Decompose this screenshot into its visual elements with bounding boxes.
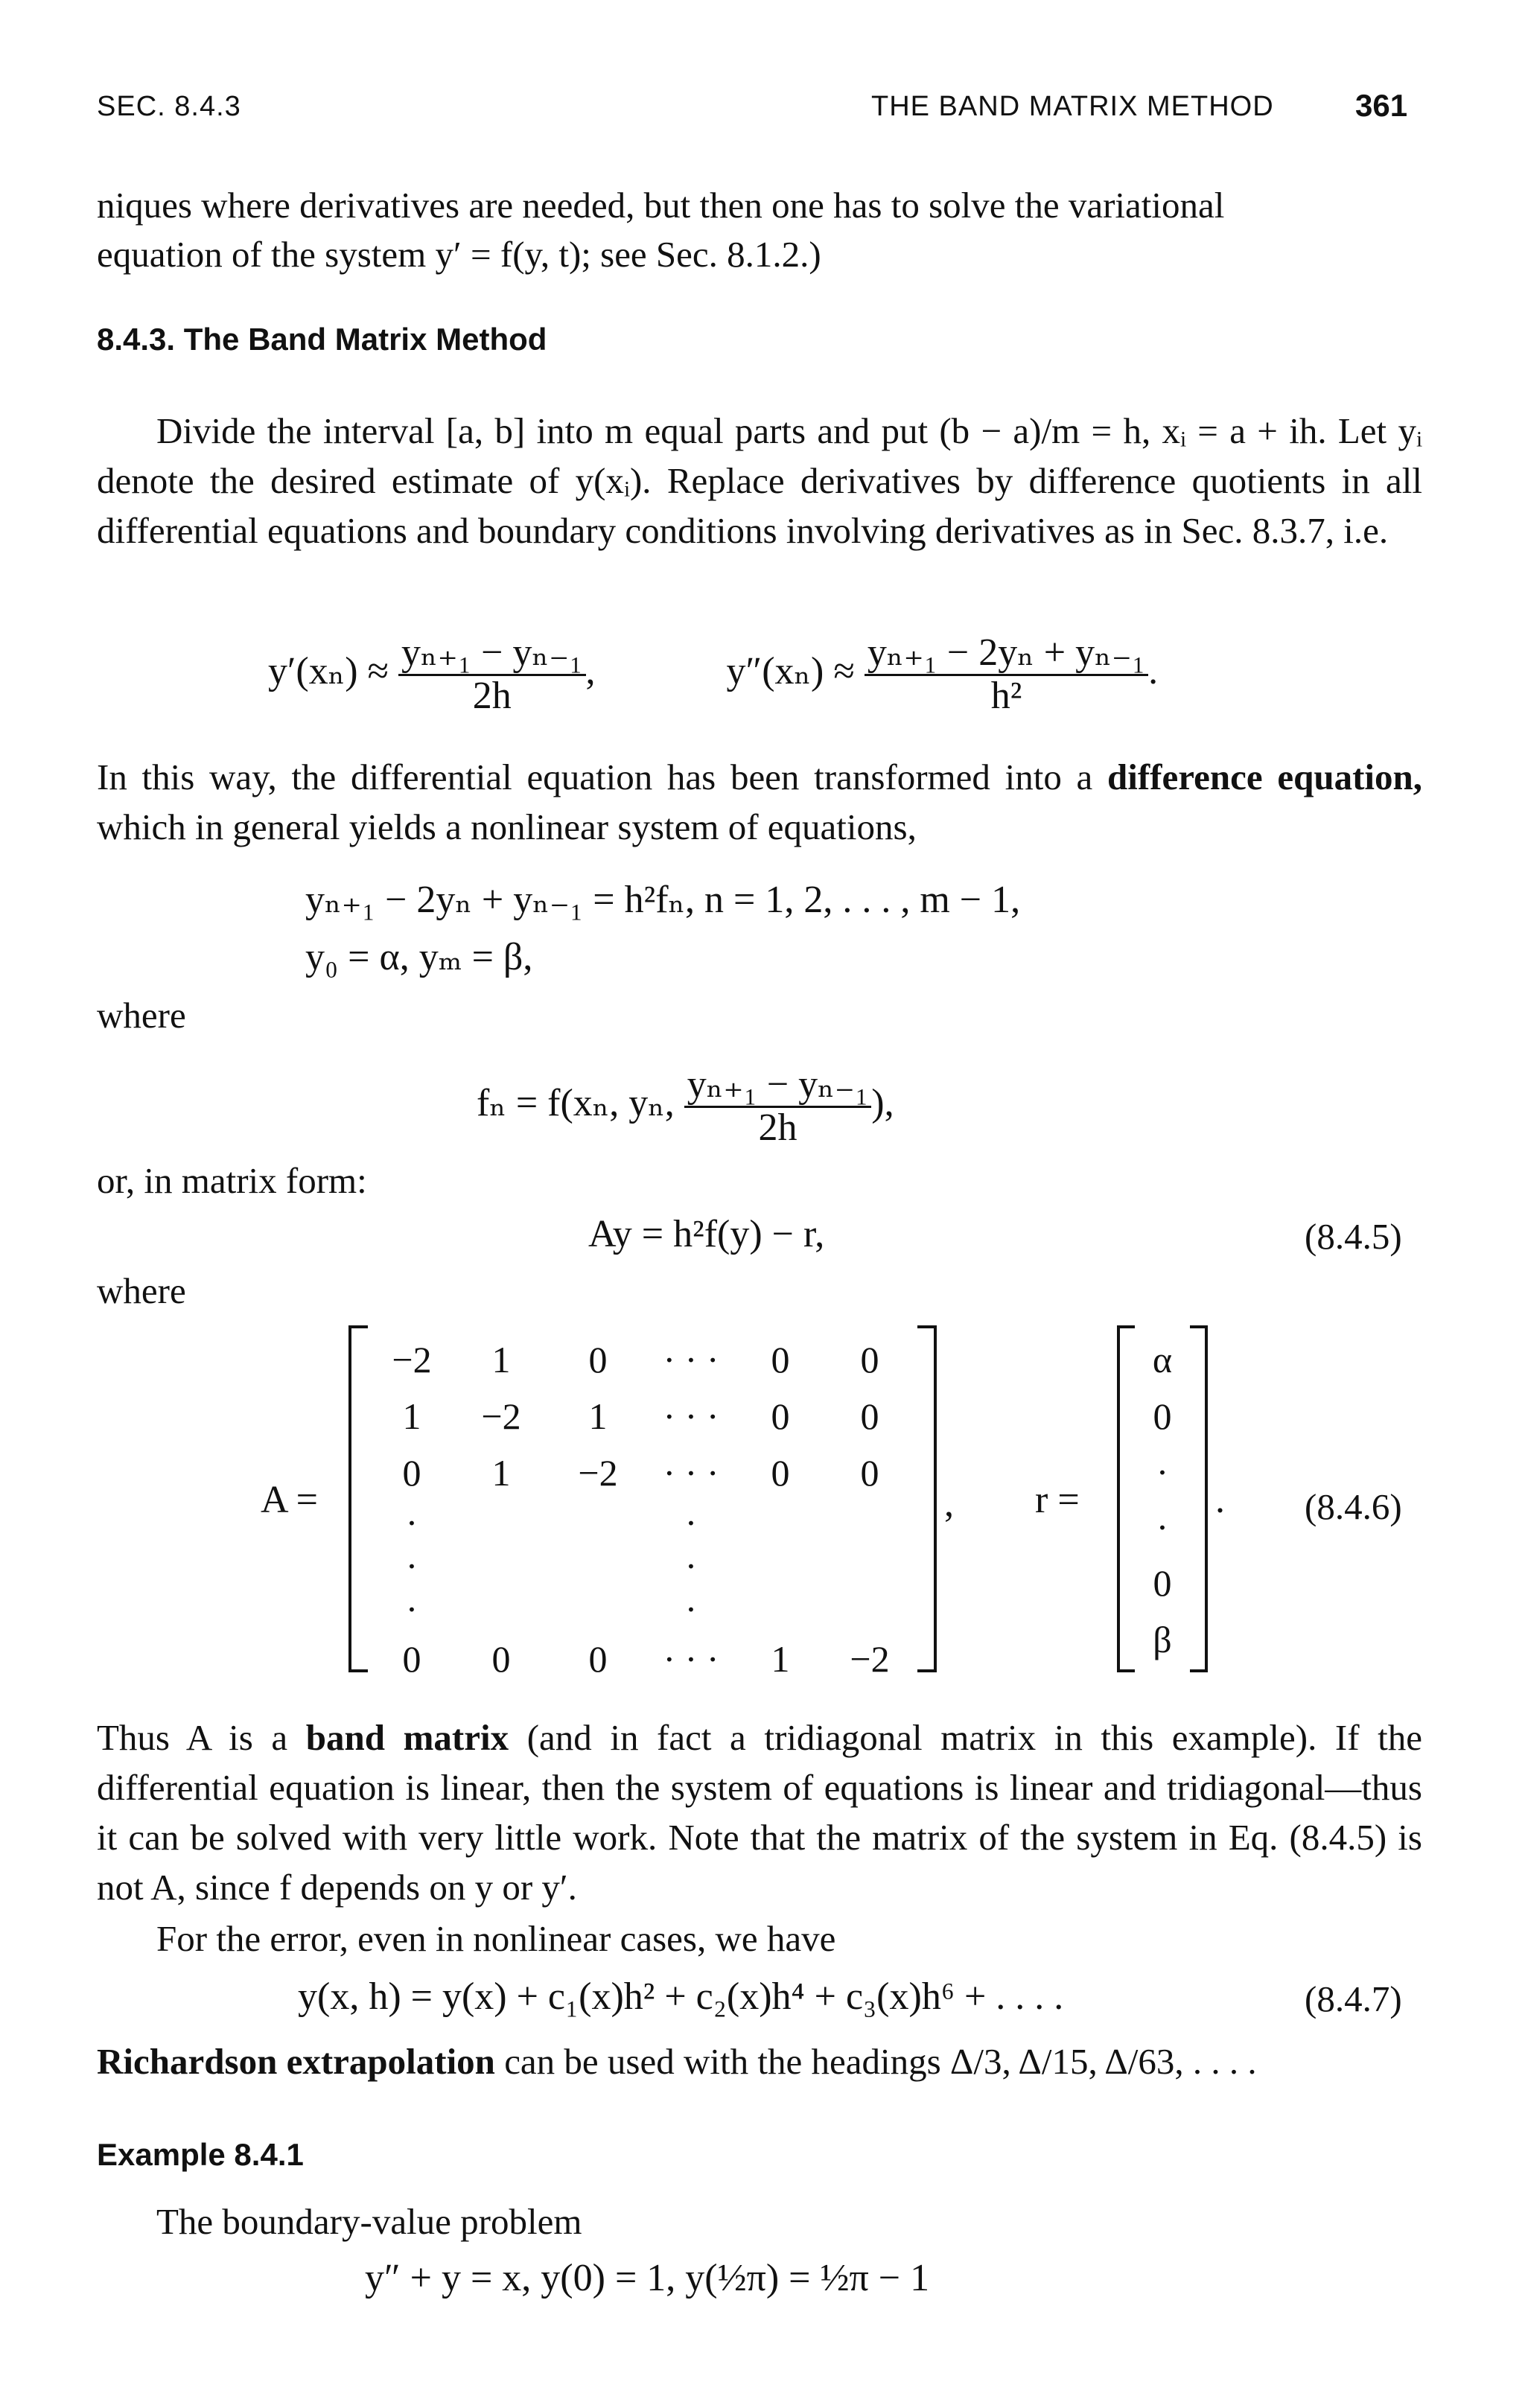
matrix-a-cell: 0 xyxy=(491,1638,511,1680)
matrix-a-row xyxy=(371,1544,914,1587)
intro-line-2: equation of the system y′ = f(y, t); see Sec. 8.1.2.) xyxy=(97,234,821,275)
section-heading: 8.4.3. The Band Matrix Method xyxy=(97,322,547,357)
fn-equation-rhs: ), xyxy=(871,1082,894,1125)
second-derivative-numerator: yₙ₊₁ − 2yₙ + yₙ₋₁ xyxy=(865,633,1148,676)
term-richardson-extrapolation: Richardson extrapolation xyxy=(97,2041,495,2082)
equation-8-4-5: Ay = h²f(y) − r, xyxy=(588,1213,825,1255)
matrix-a-cell: · xyxy=(405,1588,418,1630)
matrix-a-cell: · xyxy=(684,1588,698,1630)
where-label-1: where xyxy=(97,995,186,1036)
term-band-matrix: band matrix xyxy=(305,1717,509,1758)
matrix-a-cell: 0 xyxy=(588,1339,608,1380)
second-derivative-lhs: y″(xₙ) ≈ xyxy=(726,650,855,693)
matrix-a-cell xyxy=(736,1587,825,1631)
paragraph-richardson xyxy=(97,2036,1437,2086)
fn-equation xyxy=(477,1065,894,1148)
matrix-a-cell: · xyxy=(405,1545,418,1587)
vector-r-label: r = xyxy=(1035,1479,1080,1521)
para2-text-before: In this way, the differential equation has been transformed into a xyxy=(97,757,1093,797)
matrix-a-cell: 0 xyxy=(860,1452,879,1494)
matrix-a-cell: 1 xyxy=(491,1452,511,1494)
example-equation: y″ + y = x, y(0) = 1, y(½π) = ½π − 1 xyxy=(365,2257,930,2299)
matrix-a-cell: · xyxy=(684,1502,698,1544)
matrix-a-cell: 1 xyxy=(402,1395,421,1437)
matrix-a-cell: −2 xyxy=(850,1638,890,1680)
matrix-a-row xyxy=(371,1445,914,1501)
first-derivative-lhs: y′(xₙ) ≈ xyxy=(268,650,389,693)
matrix-a-cell xyxy=(825,1587,914,1631)
matrix-a-cell: · · · xyxy=(663,1638,719,1680)
matrix-a-cell xyxy=(453,1544,550,1587)
matrix-a-cell: · xyxy=(405,1502,418,1544)
matrix-a-cell: 0 xyxy=(860,1395,879,1437)
matrix-a-cell xyxy=(736,1501,825,1544)
matrix-a-label: A = xyxy=(261,1479,319,1521)
equation-8-4-7: y(x, h) = y(x) + c₁(x)h² + c₂(x)h⁴ + c₃(x)h⁶ + . . . . xyxy=(298,1975,1064,2018)
matrix-a-cell: 0 xyxy=(402,1638,421,1680)
matrix-a-row xyxy=(371,1331,914,1388)
matrix-form-label: or, in matrix form: xyxy=(97,1160,367,1201)
term-difference-equation: difference equation, xyxy=(1107,757,1422,797)
vector-r-entry: α xyxy=(1152,1339,1173,1380)
matrix-a-left-bracket xyxy=(348,1325,368,1672)
para3-text-2: (and in fact a tridiagonal matrix in this example). If the differential equation is linear, then the system of equations is linear and tridiagonal—thus it can be solved with very little work. Note that the matrix of the system in Eq. (8.4.5) is not A, since f depends on y or y′. xyxy=(97,1717,1423,1908)
matrix-a-cell: · xyxy=(684,1545,698,1587)
matrix-a-row xyxy=(371,1388,914,1445)
matrix-a-cell xyxy=(736,1544,825,1587)
equation-number-8-4-7: (8.4.7) xyxy=(1305,1978,1402,2019)
matrix-a-cell xyxy=(453,1587,550,1631)
fn-equation-fraction xyxy=(684,1065,871,1148)
equation-number-8-4-6: (8.4.6) xyxy=(1305,1486,1402,1527)
fn-equation-lhs: fₙ = f(xₙ, yₙ, xyxy=(477,1082,675,1125)
where-label-2: where xyxy=(97,1270,186,1311)
paragraph-difference-equation xyxy=(97,752,1422,852)
paragraph-divide-interval: Divide the interval [a, b] into m equal parts and put (b − a)/m = h, xᵢ = a + ih. Let yᵢ denote the desired estimate of y(xᵢ). Replace derivatives by difference quotients in all differential equations and boundary conditions involving derivatives as in Sec. 8.3.7, i.e. xyxy=(97,410,1422,551)
running-title: THE BAND MATRIX METHOD xyxy=(871,91,1274,122)
matrix-a-cell: 1 xyxy=(588,1395,608,1437)
matrix-a-comma: , xyxy=(944,1482,954,1525)
matrix-a-cell xyxy=(550,1501,646,1544)
equation-number-8-4-5: (8.4.5) xyxy=(1305,1216,1402,1257)
first-derivative-fraction xyxy=(398,633,585,716)
equation-end: . xyxy=(1148,650,1159,693)
difference-quotient-equation xyxy=(268,633,1158,716)
first-derivative-numerator: yₙ₊₁ − yₙ₋₁ xyxy=(398,633,585,676)
vector-r xyxy=(1117,1325,1208,1672)
matrix-a-cell xyxy=(825,1544,914,1587)
matrix-a-cell xyxy=(453,1501,550,1544)
para3-text-1: Thus A is a xyxy=(97,1717,288,1758)
first-derivative-denominator: 2h xyxy=(472,674,512,717)
para2-text-after: which in general yields a nonlinear system of equations, xyxy=(97,806,917,847)
example-heading: Example 8.4.1 xyxy=(97,2137,304,2172)
matrix-a-cell: 0 xyxy=(771,1452,790,1494)
vector-r-entry: · xyxy=(1156,1451,1169,1493)
matrix-a-cell: 1 xyxy=(491,1339,511,1380)
fn-numerator: yₙ₊₁ − yₙ₋₁ xyxy=(684,1065,871,1108)
section-label: SEC. 8.4.3 xyxy=(97,91,241,122)
matrix-a-cell xyxy=(550,1544,646,1587)
second-derivative-denominator: h² xyxy=(990,674,1022,717)
vector-r-entry: 0 xyxy=(1153,1562,1172,1604)
para5-text: can be used with the headings Δ/3, Δ/15, Δ/63, . . . . xyxy=(504,2041,1257,2082)
system-line-2: y₀ = α, yₘ = β, xyxy=(305,936,533,978)
paragraph-band-matrix xyxy=(97,1713,1422,1912)
matrix-a-cell: · · · xyxy=(663,1339,719,1380)
matrix-a xyxy=(348,1325,937,1680)
matrix-a-cell: 0 xyxy=(402,1452,421,1494)
matrix-a-row xyxy=(371,1631,914,1687)
paragraph-error: For the error, even in nonlinear cases, we have xyxy=(156,1918,836,1959)
page-number: 361 xyxy=(1355,88,1408,123)
matrix-a-cell: 0 xyxy=(860,1339,879,1380)
matrix-a-cell: −2 xyxy=(578,1452,618,1494)
matrix-a-row xyxy=(371,1587,914,1631)
vector-r-entry: 0 xyxy=(1153,1395,1172,1437)
matrix-a-grid xyxy=(371,1331,914,1687)
matrix-a-cell: 1 xyxy=(771,1638,790,1680)
example-text: The boundary-value problem xyxy=(156,2201,582,2242)
intro-line-1: niques where derivatives are needed, but then one has to solve the variational xyxy=(97,185,1225,226)
vector-r-grid xyxy=(1132,1331,1193,1668)
matrix-a-right-bracket xyxy=(917,1325,937,1672)
vector-r-end: . xyxy=(1215,1479,1225,1521)
system-line-1: yₙ₊₁ − 2yₙ + yₙ₋₁ = h²fₙ, n = 1, 2, . . . , m − 1, xyxy=(305,879,1021,921)
matrix-a-row xyxy=(371,1501,914,1544)
vector-r-entry: · xyxy=(1156,1506,1169,1548)
equation-separator: , xyxy=(585,650,596,693)
matrix-a-cell: · · · xyxy=(663,1452,719,1494)
matrix-a-cell: −2 xyxy=(392,1339,432,1380)
second-derivative-fraction xyxy=(865,633,1148,716)
matrix-a-cell: −2 xyxy=(481,1395,521,1437)
matrix-a-cell: 0 xyxy=(771,1395,790,1437)
matrix-a-cell: 0 xyxy=(588,1638,608,1680)
matrix-a-cell xyxy=(825,1501,914,1544)
matrix-a-cell xyxy=(550,1587,646,1631)
fn-denominator: 2h xyxy=(758,1106,797,1149)
vector-r-entry: β xyxy=(1153,1619,1172,1660)
matrix-a-cell: 0 xyxy=(771,1339,790,1380)
matrix-a-cell: · · · xyxy=(663,1395,719,1437)
